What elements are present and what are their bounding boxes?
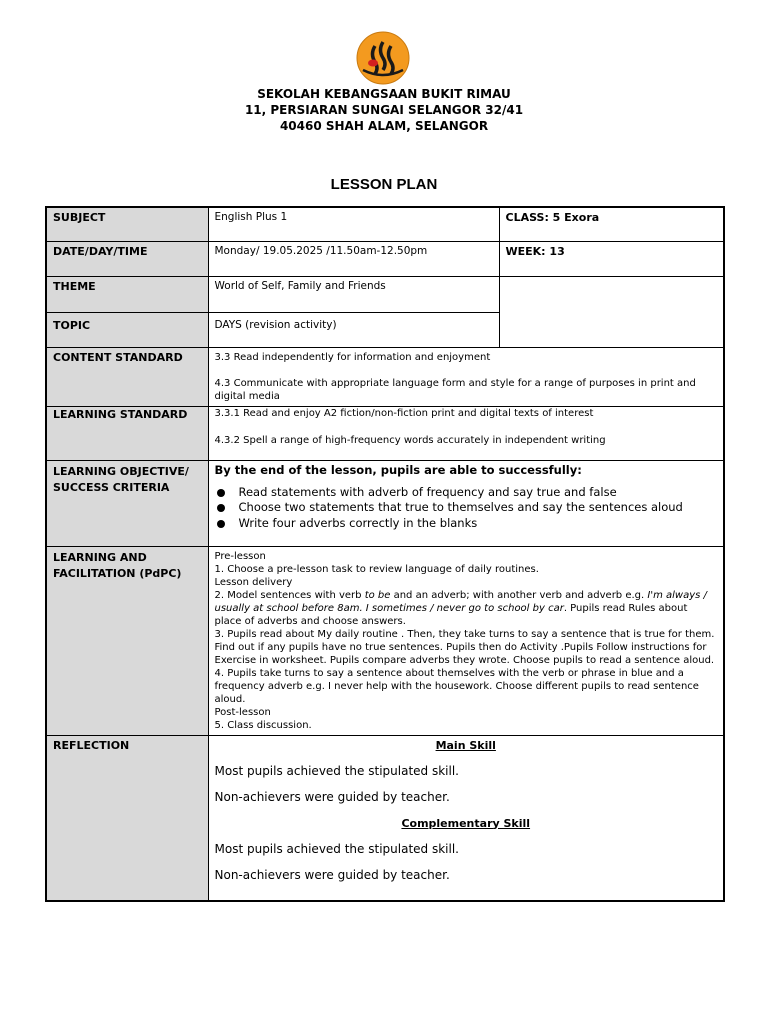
pdpc-step-1: 1. Choose a pre-lesson task to review language of daily routines. xyxy=(214,563,539,575)
pdpc-step-4: 4. Pupils take turns to say a sentence about themselves with the verb or phrase in blue and a frequency adverb e.g. I never help with the housework. Choose different pupils to read sentence aloud. xyxy=(214,667,699,705)
pdpc-step-2 xyxy=(215,589,718,628)
learning-standard-2: 4.3.2 Spell a range of high-frequency words accurately in independent writing xyxy=(214,434,606,446)
pdpc-step-2-e: . Pupils read Rules about place of adverbs and choose answers. xyxy=(214,602,688,627)
row-pdpc xyxy=(46,546,724,735)
content-standard-1: 3.3 Read independently for information and enjoyment xyxy=(214,351,491,363)
pdpc-step-2-d: I'm always / usually at school before 8am. I sometimes / never go to school by car xyxy=(214,589,707,614)
row-objective xyxy=(46,460,724,546)
label-objective-line1: LEARNING OBJECTIVE/ xyxy=(53,464,189,478)
reflection-comp-2: Non-achievers were guided by teacher. xyxy=(214,867,450,882)
school-name: SEKOLAH KEBANGSAAN BUKIT RIMAU xyxy=(257,87,511,101)
school-address-line: 11, PERSIARAN SUNGAI SELANGOR 32/41 xyxy=(244,103,524,117)
label-pdpc-line1: LEARNING AND xyxy=(53,550,147,564)
label-pdpc xyxy=(46,546,208,735)
reflection-main-2: Non-achievers were guided by teacher. xyxy=(214,789,450,804)
reflection-comp-1: Most pupils achieved the stipulated skill. xyxy=(214,841,459,856)
value-class: CLASS: 5 Exora xyxy=(499,207,724,241)
label-pdpc-line2: FACILITATION (PdPC) xyxy=(53,566,182,580)
reflection-comp-heading: Complementary Skill xyxy=(401,816,531,830)
page-title: LESSON PLAN xyxy=(330,176,438,193)
label-date: DATE/DAY/TIME xyxy=(46,241,208,276)
row-subject xyxy=(46,207,724,241)
label-theme: THEME xyxy=(46,276,208,312)
objective-text: Read statements with adverb of frequency and say true and false xyxy=(238,484,617,499)
lesson-plan-table xyxy=(45,206,725,902)
learning-standard-1: 3.3.1 Read and enjoy A2 fiction/non-fiction print and digital texts of interest xyxy=(214,407,594,419)
pdpc-pre-lesson: Pre-lesson xyxy=(214,550,266,562)
label-objective xyxy=(46,460,208,546)
value-pdpc xyxy=(208,546,724,735)
objective-text: Write four adverbs correctly in the blanks xyxy=(238,515,478,530)
list-item xyxy=(239,485,718,501)
pdpc-step-3: 3. Pupils read about My daily routine . Then, they take turns to say a sentence that is true for them. Find out if any pupils have no true sentences. Pupils then do Activity .Pupils Follow instructions for Exercise in worksheet. Pupils compare adverbs they wrote. Choose pupils to read a sentence aloud. xyxy=(214,628,715,666)
value-subject: English Plus 1 xyxy=(208,207,499,241)
school-logo xyxy=(355,30,411,86)
label-content-standard: CONTENT STANDARD xyxy=(46,347,208,406)
pdpc-step-5: 5. Class discussion. xyxy=(214,719,312,731)
list-item xyxy=(239,500,718,516)
label-subject: SUBJECT xyxy=(46,207,208,241)
value-week: WEEK: 13 xyxy=(499,241,724,276)
reflection-main-heading: Main Skill xyxy=(435,738,496,752)
row-content-standard xyxy=(46,347,724,406)
value-theme: World of Self, Family and Friends xyxy=(208,276,499,312)
row-learning-standard xyxy=(46,406,724,460)
reflection-main-1: Most pupils achieved the stipulated skill. xyxy=(214,763,459,778)
pdpc-step-2-b: to be xyxy=(364,589,391,601)
pdpc-post-lesson: Post-lesson xyxy=(214,706,271,718)
label-topic: TOPIC xyxy=(46,312,208,347)
value-objective xyxy=(208,460,724,546)
objective-list xyxy=(215,485,718,532)
pdpc-step-2-c: and an adverb; with another verb and adverb e.g. xyxy=(390,589,648,601)
bullet-icon xyxy=(217,520,225,528)
value-date: Monday/ 19.05.2025 /11.50am-12.50pm xyxy=(208,241,499,276)
objective-text: Choose two statements that true to themselves and say the sentences aloud xyxy=(238,500,683,514)
row-date xyxy=(46,241,724,276)
list-item xyxy=(239,516,718,532)
label-objective-line2: SUCCESS CRITERIA xyxy=(53,480,170,494)
content-standard-2: 4.3 Communicate with appropriate language form and style for a range of purposes in print and digital media xyxy=(214,377,696,402)
value-content-standard xyxy=(208,347,724,406)
label-learning-standard: LEARNING STANDARD xyxy=(46,406,208,460)
objective-intro: By the end of the lesson, pupils are able to successfully: xyxy=(214,462,582,477)
row-theme xyxy=(46,276,724,312)
school-city-line: 40460 SHAH ALAM, SELANGOR xyxy=(279,119,489,133)
pdpc-step-2-a: 2. Model sentences with verb xyxy=(214,589,365,601)
bullet-icon xyxy=(217,504,225,512)
value-topic: DAYS (revision activity) xyxy=(208,312,499,347)
pdpc-lesson-delivery: Lesson delivery xyxy=(214,576,293,588)
label-reflection: REFLECTION xyxy=(46,735,208,901)
value-learning-standard xyxy=(208,406,724,460)
value-reflection xyxy=(208,735,724,901)
empty-cell xyxy=(499,276,724,347)
bullet-icon xyxy=(217,489,225,497)
row-reflection xyxy=(46,735,724,901)
